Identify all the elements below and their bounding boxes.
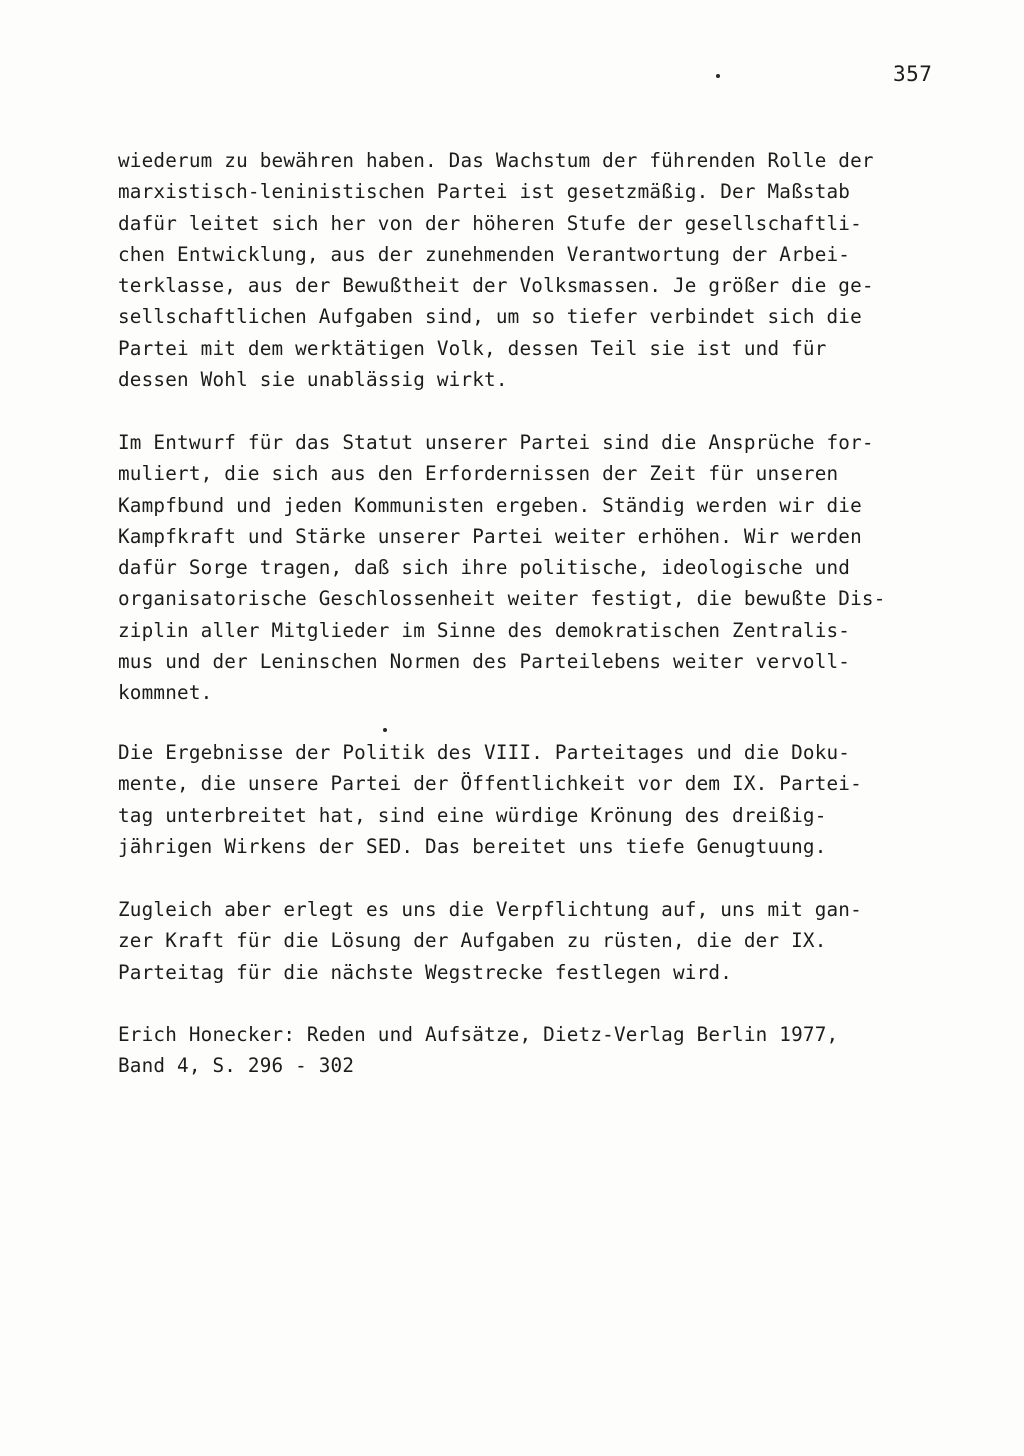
text-line: sellschaftlichen Aufgaben sind, um so tiefer verbindet sich die <box>118 305 862 329</box>
paragraph-1 <box>118 145 874 395</box>
text-line: dessen Wohl sie unablässig wirkt. <box>118 368 508 392</box>
stray-mark-middle <box>383 728 387 732</box>
text-line: terklasse, aus der Bewußtheit der Volksmassen. Je größer die ge- <box>118 274 874 298</box>
paragraph-3 <box>118 737 862 862</box>
paragraph-2 <box>118 427 886 709</box>
citation-line: Erich Honecker: Reden und Aufsätze, Dietz-Verlag Berlin 1977, <box>118 1023 839 1046</box>
text-line: mente, die unsere Partei der Öffentlichkeit vor dem IX. Partei- <box>118 772 862 796</box>
citation-line: Band 4, S. 296 - 302 <box>118 1054 355 1078</box>
paragraph-4 <box>118 894 862 988</box>
text-line: jährigen Wirkens der SED. Das bereitet uns tiefe Genugtuung. <box>118 834 827 858</box>
text-line: dafür leitet sich her von der höheren Stufe der gesellschaftli- <box>118 211 862 235</box>
text-line: Parteitag für die nächste Wegstrecke festlegen wird. <box>118 960 733 984</box>
text-line: Partei mit dem werktätigen Volk, dessen Teil sie ist und für <box>118 336 827 360</box>
text-line: Zugleich aber erlegt es uns die Verpflichtung auf, uns mit gan- <box>118 898 862 921</box>
text-line: mus und der Leninschen Normen des Parteilebens weiter vervoll- <box>118 650 851 674</box>
text-line: Kampfbund und jeden Kommunisten ergeben. Ständig werden wir die <box>118 493 862 517</box>
page-number: 357 <box>893 62 933 86</box>
text-line: Die Ergebnisse der Politik des VIII. Parteitages und die Doku- <box>118 741 851 764</box>
text-line: marxistisch-leninistischen Partei ist gesetzmäßig. Der Maßstab <box>118 180 851 204</box>
citation <box>118 1019 838 1082</box>
text-line: kommnet. <box>118 681 213 705</box>
text-line: organisatorische Geschlossenheit weiter festigt, die bewußte Dis- <box>118 587 886 611</box>
text-line: Im Entwurf für das Statut unserer Partei sind die Ansprüche for- <box>118 431 874 454</box>
text-line: tag unterbreitet hat, sind eine würdige Krönung des dreißig- <box>118 803 827 827</box>
text-line: Kampfkraft und Stärke unserer Partei weiter erhöhen. Wir werden <box>118 524 862 548</box>
text-line: zer Kraft für die Lösung der Aufgaben zu rüsten, die der IX. <box>118 929 827 953</box>
text-line: muliert, die sich aus den Erfordernissen der Zeit für unseren <box>118 462 839 486</box>
text-line: wiederum zu bewähren haben. Das Wachstum der führenden Rolle der <box>118 149 874 172</box>
text-line: ziplin aller Mitglieder im Sinne des demokratischen Zentralis- <box>118 618 851 642</box>
text-line: dafür Sorge tragen, daß sich ihre politische, ideologische und <box>118 556 851 580</box>
stray-mark-top <box>716 74 720 78</box>
text-line: chen Entwicklung, aus der zunehmenden Verantwortung der Arbei- <box>118 242 851 266</box>
